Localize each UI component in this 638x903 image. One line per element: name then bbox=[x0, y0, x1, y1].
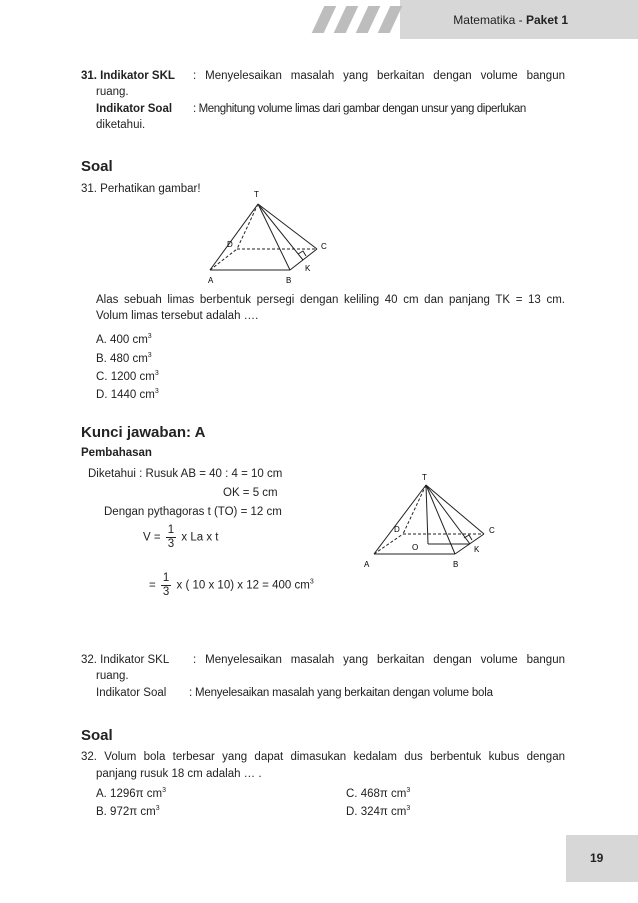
q32-option-c: C. 468π $cm^3$ bbox=[346, 787, 411, 800]
formula-suffix: x La x t bbox=[181, 531, 219, 544]
known-line-1: Diketahui : Rusuk AB = 40 : 4 = 10 cm bbox=[88, 468, 283, 480]
known-line-3: Dengan pythagoras t (TO) = 12 cm bbox=[104, 506, 282, 518]
q32-option-b: B. 972π $cm^3$ bbox=[96, 805, 160, 818]
q32-indicator-soal-label: Indikator Soal bbox=[96, 687, 167, 699]
fig2-label-a: A bbox=[364, 560, 370, 569]
q31-indicator-soal-cont: diketahui. bbox=[96, 119, 146, 131]
q32-question-line2: panjang rusuk 18 cm adalah … . bbox=[96, 768, 262, 780]
q31-option-b: B. 480 $cm^3$ bbox=[96, 352, 152, 365]
q31-option-c: C. 1200 $cm^3$ bbox=[96, 370, 159, 383]
q31-option-a: A. 400 $cm^3$ bbox=[96, 333, 152, 346]
answer-key: Kunci jawaban: A bbox=[81, 424, 206, 441]
fraction-one-third-calc: $\frac{1}{3}$ bbox=[162, 572, 170, 598]
fig2-label-k: K bbox=[474, 545, 480, 554]
header-title bbox=[453, 13, 568, 27]
known-line-2: OK = 5 cm bbox=[223, 487, 278, 499]
fig2-label-o: O bbox=[412, 543, 419, 552]
q31-indicator-soal-label: Indikator Soal bbox=[96, 103, 173, 115]
q32-option-a: A. 1296π $cm^3$ bbox=[96, 787, 167, 800]
q32-indicator-skl-text: : Menyelesaikan masalah yang berkaitan dengan volume bangun bbox=[193, 654, 565, 666]
q31-question-line1: Alas sebuah limas berbentuk persegi dengan keliling 40 cm dan panjang TK = 13 cm. bbox=[96, 294, 565, 306]
q32-option-d: D. 324π $cm^3$ bbox=[346, 805, 411, 818]
formula-prefix: V = bbox=[143, 531, 161, 544]
header-stripe bbox=[312, 6, 337, 33]
q32-indicator-skl-cont: ruang. bbox=[96, 670, 129, 682]
q32-question-line1: 32. Volum bola terbesar yang dapat dimasukan kedalam dus berbentuk kubus dengan bbox=[81, 751, 565, 763]
fig2-label-t: T bbox=[422, 473, 427, 482]
pyramid-figure-solution bbox=[360, 470, 510, 570]
header-title-prefix: Matematika - bbox=[453, 13, 526, 27]
q32-indicator-soal-text: : Menyelesaikan masalah yang berkaitan dengan volume bola bbox=[189, 687, 493, 699]
pyramid-figure bbox=[195, 185, 345, 290]
q32-soal-heading: Soal bbox=[81, 727, 113, 744]
fig1-label-c: C bbox=[321, 242, 327, 251]
fig1-label-b: B bbox=[286, 276, 292, 285]
fraction-one-third: $\frac{1}{3}$ bbox=[167, 524, 175, 550]
discussion-heading: Pembahasan bbox=[81, 447, 152, 459]
fig1-label-d: D bbox=[227, 240, 233, 249]
calc-suffix: x ( 10 x 10) x 12 = 400 cm bbox=[176, 579, 310, 592]
q31-soal-heading: Soal bbox=[81, 158, 113, 175]
volume-formula bbox=[143, 524, 218, 551]
header-stripe bbox=[356, 6, 381, 33]
fig1-label-a: A bbox=[208, 276, 214, 285]
header-stripe bbox=[378, 6, 403, 33]
volume-calculation: = $\frac{1}{3}$ x ( 10 x 10) x 12 = 400 $cm^3$ bbox=[149, 572, 314, 598]
fig1-label-k: K bbox=[305, 264, 311, 273]
calc-prefix: = bbox=[149, 579, 156, 592]
page-number: 19 bbox=[590, 851, 604, 865]
fig2-label-c: C bbox=[489, 526, 495, 535]
fig2-label-d: D bbox=[394, 525, 400, 534]
q31-indicator-skl-text: : Menyelesaikan masalah yang berkaitan dengan volume bangun bbox=[193, 70, 565, 82]
header-title-bold: Paket 1 bbox=[525, 13, 568, 27]
q31-question-line2: Volum limas tersebut adalah …. bbox=[96, 310, 259, 322]
fig1-label-t: T bbox=[254, 190, 259, 199]
header-stripe bbox=[334, 6, 359, 33]
q31-indicator-skl-label: 31. Indikator SKL bbox=[81, 70, 175, 82]
q32-indicator-skl-label: 32. Indikator SKL bbox=[81, 654, 170, 666]
q31-indicator-skl-cont: ruang. bbox=[96, 86, 129, 98]
fig2-label-b: B bbox=[453, 560, 459, 569]
q31-option-d: D. 1440 $cm^3$ bbox=[96, 388, 159, 401]
q31-indicator-soal-text: : Menghitung volume limas dari gambar dengan unsur yang diperlukan bbox=[193, 103, 526, 115]
q31-prompt: 31. Perhatikan gambar! bbox=[81, 183, 201, 195]
